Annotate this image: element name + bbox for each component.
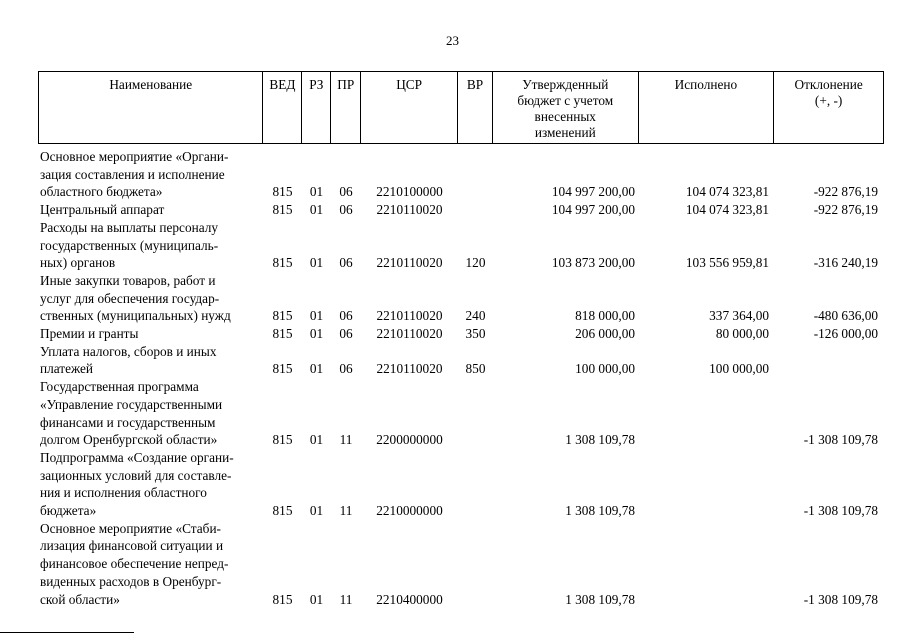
cell-vr: 240: [465, 308, 486, 324]
page-number: 23: [446, 33, 459, 48]
cell-pr: 06: [339, 361, 353, 377]
table-row: [38, 378, 884, 449]
cell-rz: 01: [309, 255, 324, 271]
cell-ved: 815: [272, 591, 293, 607]
cell-ved: 815: [272, 202, 293, 218]
cell-csr: 2210110020: [376, 361, 443, 377]
cell-rz: 01: [309, 503, 324, 519]
table-row: [38, 449, 884, 520]
cell-csr: 2210110020: [376, 202, 443, 218]
cell-ved: 815: [272, 326, 293, 342]
header-pr: ПР: [331, 72, 361, 143]
cell-deviation: -480 636,00: [813, 308, 878, 324]
cell-deviation: -1 308 109,78: [803, 591, 878, 607]
cell-deviation: -1 308 109,78: [803, 432, 878, 448]
cell-rz: 01: [309, 591, 324, 607]
cell-name: Иные закупки товаров, работ и услуг для обеспечения государ- ственных (муниципальных) нужд: [40, 272, 231, 324]
cell-rz: 01: [309, 202, 324, 218]
cell-name: Расходы на выплаты персоналу государственных (муниципаль- ных) органов: [40, 219, 219, 271]
table-row: [38, 201, 884, 219]
cell-ved: 815: [272, 308, 293, 324]
cell-pr: 11: [339, 432, 353, 448]
cell-name: Уплата налогов, сборов и иных платежей: [40, 343, 217, 377]
cell-csr: 2210110020: [376, 308, 443, 324]
cell-budget: 1 308 109,78: [565, 503, 635, 519]
cell-ved: 815: [272, 503, 293, 519]
table-row: [38, 148, 884, 201]
cell-pr: 06: [339, 202, 353, 218]
cell-budget: 818 000,00: [575, 308, 635, 324]
cell-csr: 2210000000: [376, 503, 443, 519]
table-row: [38, 343, 884, 378]
table-body: [38, 148, 884, 608]
cell-csr: 2200000000: [376, 432, 443, 448]
table-row: [38, 325, 884, 343]
cell-pr: 06: [339, 255, 353, 271]
cell-rz: 01: [309, 361, 324, 377]
cell-csr: 2210110020: [376, 255, 443, 271]
cell-budget: 1 308 109,78: [565, 432, 635, 448]
cell-pr: 06: [339, 308, 353, 324]
header-budget: Утвержденный бюджет с учетом внесенных изменений: [493, 72, 639, 143]
header-vr: ВР: [458, 72, 493, 143]
cell-executed: 100 000,00: [709, 361, 769, 377]
cell-rz: 01: [309, 326, 324, 342]
header-csr: ЦСР: [361, 72, 458, 143]
cell-name: Премии и гранты: [40, 326, 139, 342]
cell-budget: 104 997 200,00: [551, 184, 635, 200]
cell-budget: 104 997 200,00: [551, 202, 635, 218]
table-row: [38, 520, 884, 609]
cell-executed: 104 074 323,81: [685, 184, 769, 200]
header-executed: Исполнено: [639, 72, 775, 143]
cell-vr: 120: [465, 255, 486, 271]
cell-rz: 01: [309, 184, 324, 200]
cell-executed: 337 364,00: [709, 308, 769, 324]
cell-executed: 104 074 323,81: [685, 202, 769, 218]
cell-ved: 815: [272, 361, 293, 377]
cell-name: Центральный аппарат: [40, 202, 165, 218]
cell-pr: 11: [339, 503, 353, 519]
cell-vr: 350: [465, 326, 486, 342]
cell-budget: 1 308 109,78: [565, 591, 635, 607]
cell-pr: 11: [339, 591, 353, 607]
cell-csr: 2210100000: [376, 184, 443, 200]
cell-budget: 103 873 200,00: [551, 255, 635, 271]
cell-deviation: -126 000,00: [813, 326, 878, 342]
cell-deviation: -316 240,19: [813, 255, 878, 271]
header-ved: ВЕД: [263, 72, 302, 143]
cell-ved: 815: [272, 255, 293, 271]
cell-csr: 2210400000: [376, 591, 443, 607]
cell-budget: 100 000,00: [575, 361, 635, 377]
cell-executed: 103 556 959,81: [685, 255, 769, 271]
cell-rz: 01: [309, 308, 324, 324]
cell-name: Основное мероприятие «Органи- зация составления и исполнение областного бюджета»: [40, 149, 229, 200]
cell-deviation: -1 308 109,78: [803, 503, 878, 519]
header-rz: РЗ: [302, 72, 331, 143]
header-deviation: Отклонение (+, -): [794, 77, 863, 108]
cell-budget: 206 000,00: [575, 326, 635, 342]
table-header: [38, 71, 884, 144]
cell-pr: 06: [339, 184, 353, 200]
table-row: [38, 219, 884, 272]
table-row: [38, 272, 884, 325]
cell-csr: 2210110020: [376, 326, 443, 342]
cell-name: Государственная программа «Управление государственными финансами и государственным долгом Оренбургской области»: [40, 379, 223, 448]
cell-vr: 850: [465, 361, 486, 377]
cell-deviation: -922 876,19: [813, 184, 878, 200]
cell-rz: 01: [309, 432, 324, 448]
cell-ved: 815: [272, 184, 293, 200]
cell-ved: 815: [272, 432, 293, 448]
cell-executed: 80 000,00: [715, 326, 769, 342]
header-name: Наименование: [39, 72, 263, 143]
footer-rule: [0, 632, 134, 633]
cell-name: Подпрограмма «Создание органи- зационных условий для составле- ния и исполнения областного бюджета»: [40, 449, 234, 519]
cell-name: Основное мероприятие «Стаби- лизация финансовой ситуации и финансовое обеспечение непред- виденных расходов в Оренбург- ской области»: [40, 520, 229, 607]
cell-pr: 06: [339, 326, 353, 342]
cell-deviation: -922 876,19: [813, 202, 878, 218]
